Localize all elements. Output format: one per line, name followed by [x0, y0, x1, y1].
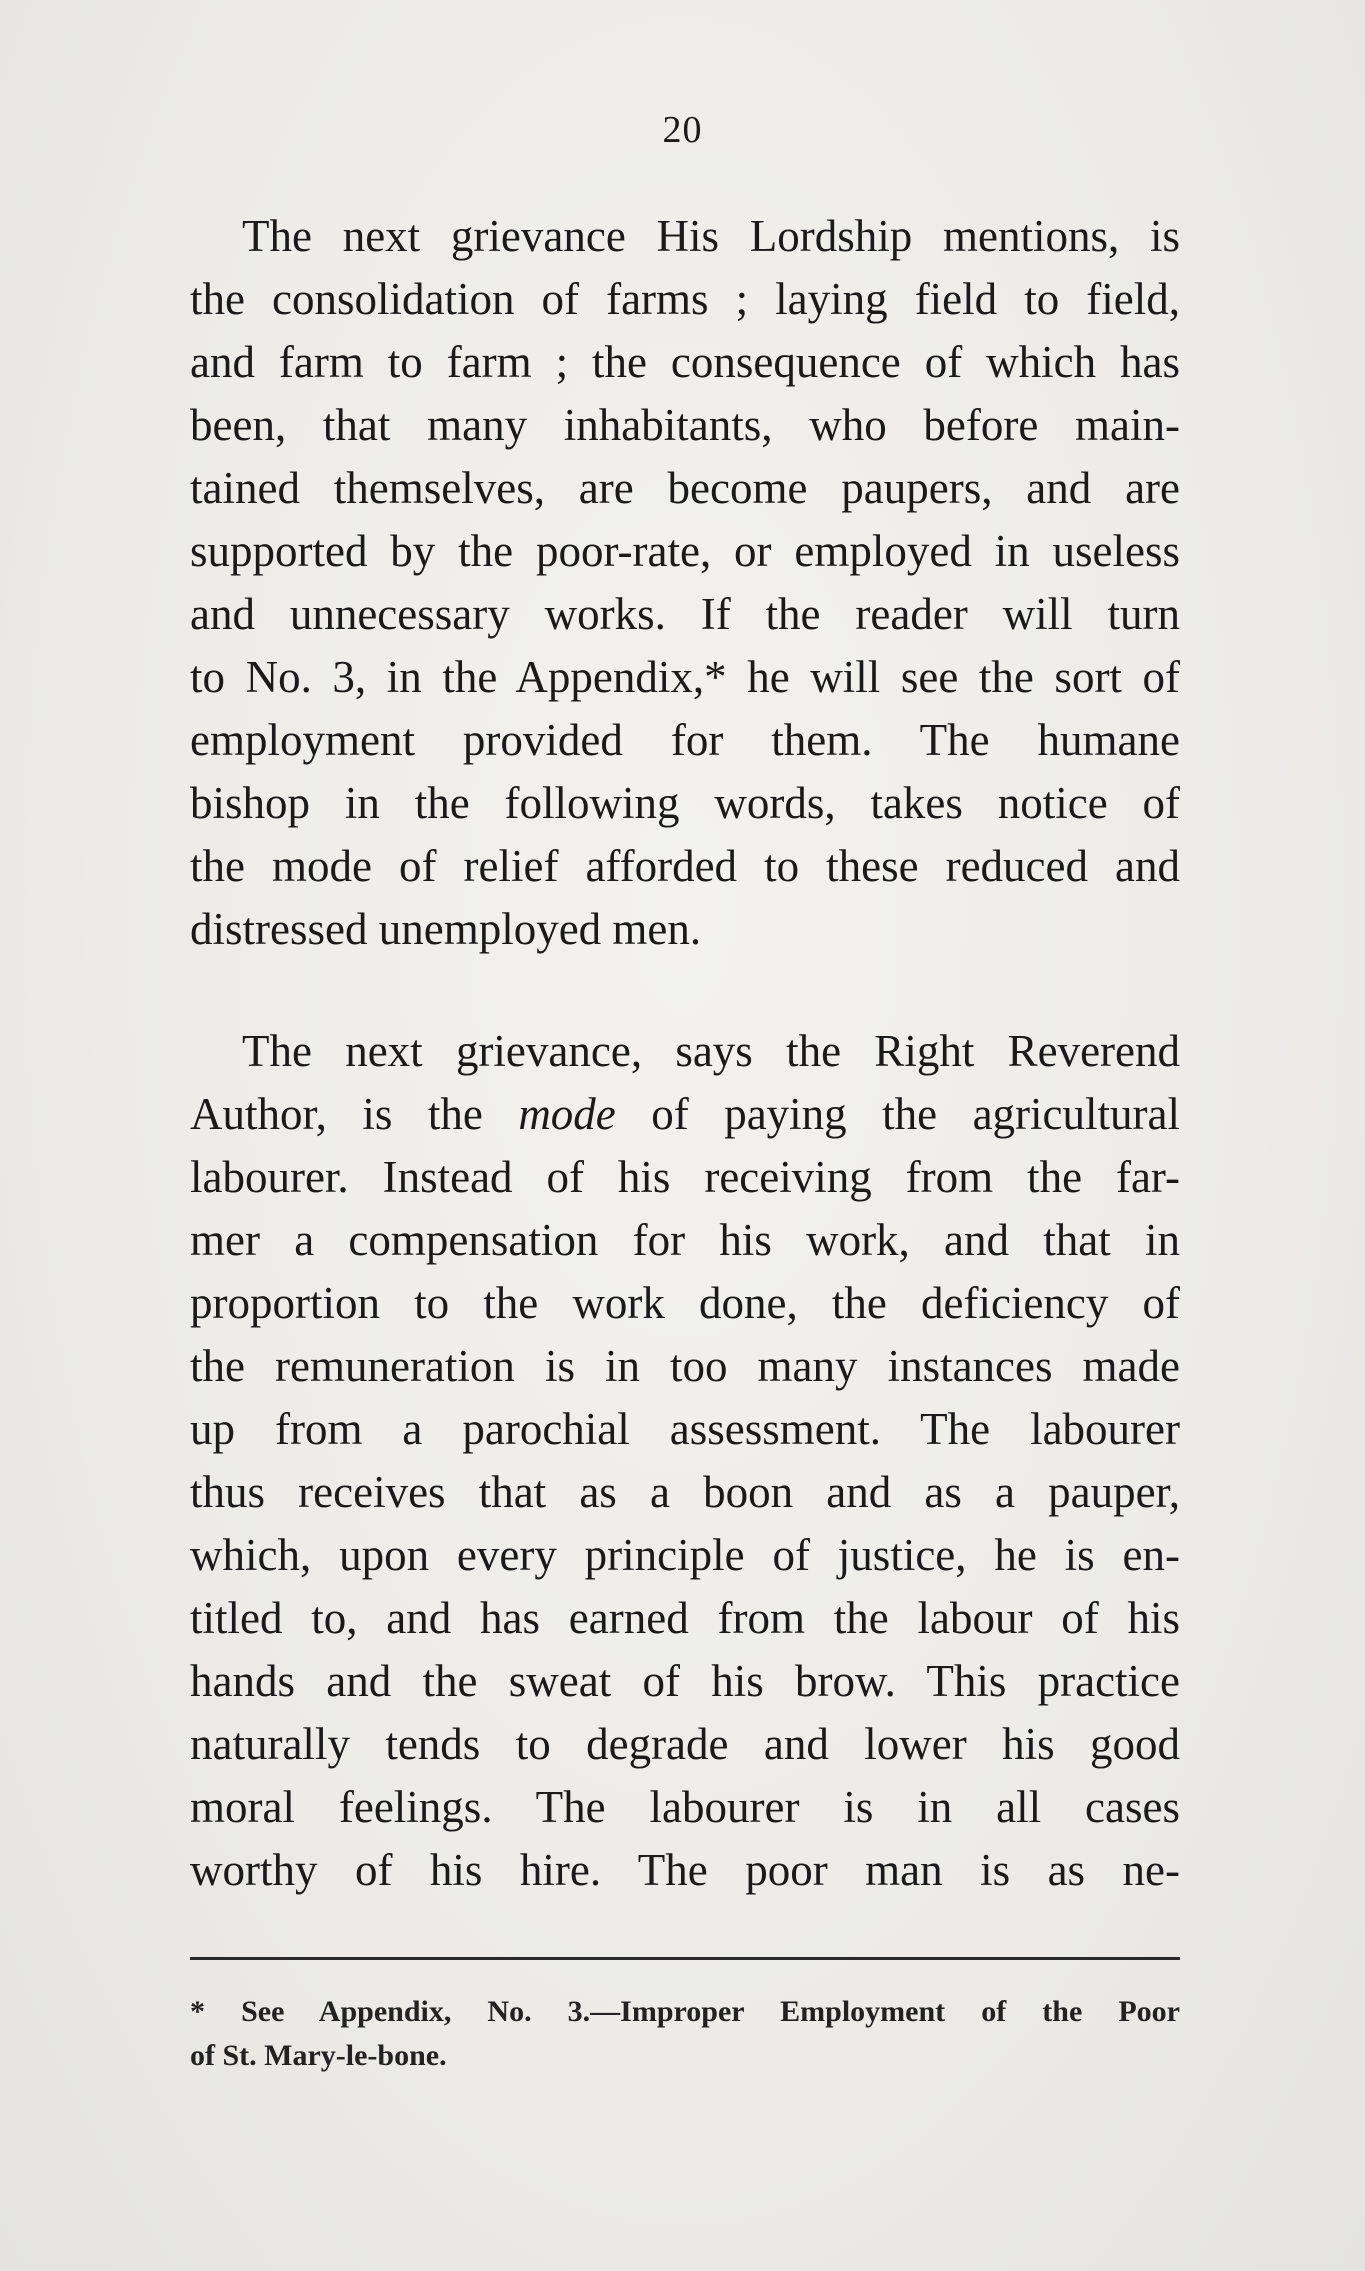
text-line: labourer. Instead of his receiving from the far- [190, 1152, 1180, 1202]
text-line: supported by the poor-rate, or employed in useless [190, 526, 1180, 576]
text-line: naturally tends to degrade and lower his good [190, 1719, 1180, 1769]
text-line: hands and the sweat of his brow. This practice [190, 1656, 1180, 1706]
text-line: the remuneration is in too many instances made [190, 1341, 1180, 1391]
text-line: to No. 3, in the Appendix,* he will see the sort of [190, 652, 1180, 702]
text-line-with-italic [190, 1083, 1180, 1146]
text-line: distressed unemployed men. [190, 904, 702, 954]
text-line: the mode of relief afforded to these reduced and [190, 841, 1180, 891]
text-line: mer a compensation for his work, and that in [190, 1215, 1180, 1265]
text-line: thus receives that as a boon and as a pauper, [190, 1467, 1180, 1517]
text-line: The next grievance His Lordship mentions, is [242, 211, 1180, 261]
paragraph-1 [190, 205, 1180, 961]
text-line: been, that many inhabitants, who before main- [190, 400, 1180, 450]
text-line: which, upon every principle of justice, he is en- [190, 1530, 1180, 1580]
footnote-divider [190, 1957, 1180, 1960]
text-line: tained themselves, are become paupers, and are [190, 463, 1180, 513]
text-line: bishop in the following words, takes notice of [190, 778, 1180, 828]
text-line: and farm to farm ; the consequence of which has [190, 337, 1180, 387]
italic-word: mode [518, 1089, 616, 1139]
text-line: and unnecessary works. If the reader will turn [190, 589, 1180, 639]
text-line: employment provided for them. The humane [190, 715, 1180, 765]
text-line: proportion to the work done, the deficiency of [190, 1278, 1180, 1328]
paragraph-2 [190, 1020, 1180, 1902]
text-line: the consolidation of farms ; laying field to field, [190, 274, 1180, 324]
text-line: moral feelings. The labourer is in all cases [190, 1782, 1180, 1832]
footnote [190, 1990, 1180, 2078]
text-line: up from a parochial assessment. The labourer [190, 1404, 1180, 1454]
text-line: worthy of his hire. The poor man is as ne- [190, 1845, 1180, 1895]
text-segment: of paying the agricultural [615, 1089, 1180, 1139]
footnote-line: * See Appendix, No. 3.—Improper Employment of the Poor [190, 1995, 1180, 2028]
page-number: 20 [662, 109, 703, 151]
text-line: titled to, and has earned from the labour of his [190, 1593, 1180, 1643]
text-segment: Author, is the [190, 1089, 519, 1139]
text-line: The next grievance, says the Right Reverend [242, 1026, 1180, 1076]
footnote-line: of St. Mary-le-bone. [190, 2039, 447, 2072]
